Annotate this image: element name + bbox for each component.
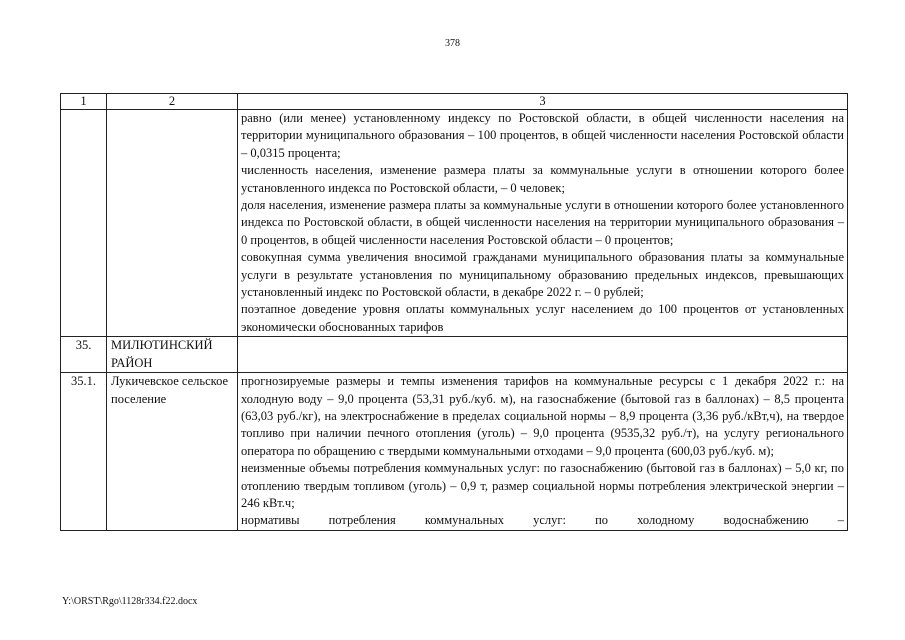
- text-paragraph: прогнозируемые размеры и темпы изменения тарифов на коммунальные ресурсы с 1 декабря 2022 г.: на холодную воду – 9,0 процента (53,31 руб./куб. м), на газоснабжение (бытовой газ в баллонах) – 8,5 процента (63,03 руб./кг), на электроснабжение в пределах социальной нормы – 8,9 процента (3,36 руб./кВт,ч), на твердое топливо при наличии печного отопления (уголь) – 9,0 процента (9535,32 руб./т), на услугу регионального оператора по обращению с твердыми коммунальными отходами – 9,0 процента (600,03 руб./куб. м);: [241, 374, 844, 458]
- table-row: [61, 110, 848, 337]
- row-number: 35.1.: [61, 373, 107, 531]
- column-header: 3: [238, 94, 848, 110]
- text-paragraph: совокупная сумма увеличения вносимой гражданами муниципального образования платы за коммунальные услуги в результате установления по муниципальному образованию предельных индексов, превышающих установленный индекс по Ростовской области, в декабре 2022 г. – 0 рублей;: [241, 250, 844, 300]
- text-paragraph: поэтапное доведение уровня оплаты коммунальных услуг населением до 100 процентов от установленных экономически обоснованных тарифов: [241, 302, 844, 334]
- district-name: МИЛЮТИНСКИЙ РАЙОН: [107, 337, 238, 373]
- row-text: [238, 373, 848, 531]
- row-number: 35.: [61, 337, 107, 373]
- row-name: Лукичевское сельское поселение: [107, 373, 238, 531]
- table-row: [61, 337, 848, 373]
- text-paragraph: нормативы потребления коммунальных услуг: по холодному водоснабжению –: [241, 513, 844, 528]
- column-header: 2: [107, 94, 238, 110]
- text-paragraph: неизменные объемы потребления коммунальных услуг: по газоснабжению (бытовой газ в баллонах) – 5,0 кг, по отоплению твердым топливом (уголь) – 0,9 т, размер социальной нормы потребления электрической энергии – 246 кВт.ч;: [241, 461, 844, 510]
- footer-file-path: Y:\ORST\Rgo\1128r334.f22.docx: [62, 596, 198, 607]
- row-number: [61, 110, 107, 337]
- column-header: 1: [61, 94, 107, 110]
- tariff-table: [60, 93, 848, 531]
- row-name: [107, 110, 238, 337]
- row-text: [238, 110, 848, 337]
- page-number: 378: [445, 38, 460, 49]
- text-paragraph: доля населения, изменение размера платы за коммунальные услуги в отношении которого более установленного индекса по Ростовской области, в общей численности населения на территории муниципального образования – 0 процентов, в общей численности населения Ростовской области – 0 процентов;: [241, 198, 844, 247]
- table-header-row: [61, 94, 848, 110]
- table-row: [61, 373, 848, 531]
- text-paragraph: численность населения, изменение размера платы за коммунальные услуги в отношении которого более установленного индекса по Ростовской области, – 0 человек;: [241, 163, 844, 195]
- row-text: [238, 337, 848, 373]
- text-paragraph: равно (или менее) установленному индексу по Ростовской области, в общей численности населения на территории муниципального образования – 100 процентов, в общей численности населения Ростовской области – 0,0315 процента;: [241, 111, 844, 160]
